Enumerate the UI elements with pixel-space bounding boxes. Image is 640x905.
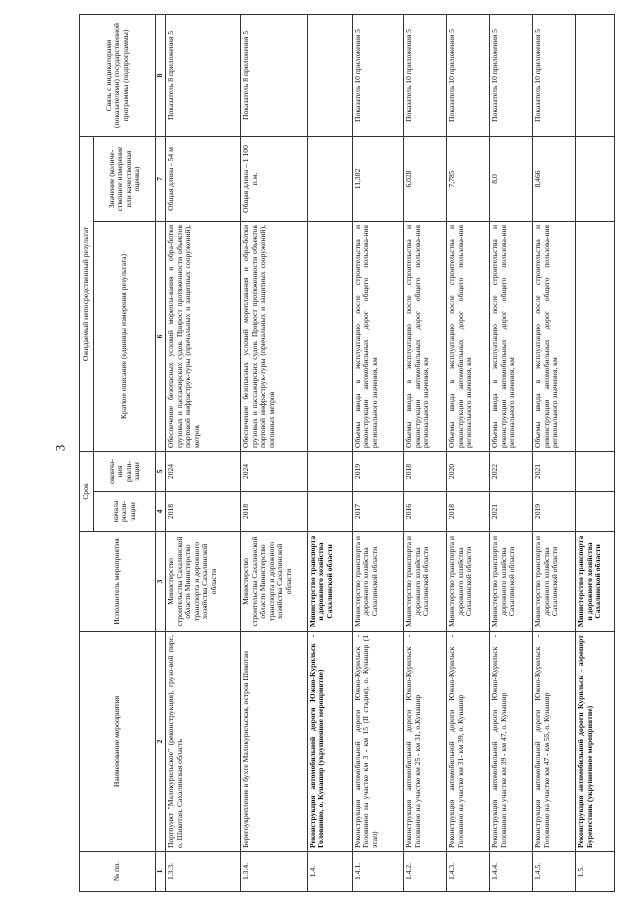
start-year bbox=[576, 492, 615, 532]
table-row bbox=[352, 14, 404, 891]
result-description bbox=[576, 221, 615, 451]
header-link: Связь с индикаторами (показателями) государственной программы (подпрограммы) bbox=[80, 14, 156, 136]
row-number: 1.4.2. bbox=[404, 852, 447, 892]
end-year: 2019 bbox=[352, 451, 404, 491]
result-value bbox=[307, 136, 352, 221]
header-term-end: оконча-ния реали-зации bbox=[94, 451, 156, 491]
row-number: 1.3.4. bbox=[241, 852, 308, 892]
row-number: 1.4.5. bbox=[533, 852, 576, 892]
start-year: 2021 bbox=[490, 492, 533, 532]
executor: Министерство строительства Сахалинской области Министерство транспорта и дорожного хозяйства Сахалинской области bbox=[166, 532, 241, 632]
row-number: 1.5. bbox=[576, 852, 615, 892]
activity-name: Реконструкция автомобильной дороги Южно-Курильск - Головнино на участке км 39 - км 47, о. Кунашир bbox=[490, 632, 533, 852]
row-number: 1.4.1. bbox=[352, 852, 404, 892]
indicator-link: Показатель 8 приложения 5 bbox=[166, 14, 241, 136]
result-value: 11,382 bbox=[352, 136, 404, 221]
table-row bbox=[307, 14, 352, 891]
row-number: 1.4.3. bbox=[447, 852, 490, 892]
result-value: 8,0 bbox=[490, 136, 533, 221]
column-number: 4 bbox=[156, 492, 166, 532]
result-value bbox=[576, 136, 615, 221]
executor: Министерство транспорта и дорожного хозяйства Сахалинской области bbox=[533, 532, 576, 632]
activity-name: Реконструкция автомобильной дороги Южно-Курильск - Головнино, о. Кунашир (укрупненное мероприятие) bbox=[307, 632, 352, 852]
row-number: 1.3.3. bbox=[166, 852, 241, 892]
start-year bbox=[307, 492, 352, 532]
indicator-link: Показатель 10 приложения 5 bbox=[447, 14, 490, 136]
activity-name: Берегоукрепление в бухте Малокурильская, остров Шикотан bbox=[241, 632, 308, 852]
column-number: 1 bbox=[156, 852, 166, 892]
end-year: 2024 bbox=[241, 451, 308, 491]
indicator-link bbox=[576, 14, 615, 136]
indicator-link bbox=[307, 14, 352, 136]
executor: Министерство транспорта и дорожного хозяйства Сахалинской области bbox=[352, 532, 404, 632]
indicator-link: Показатель 8 приложения 5 bbox=[241, 14, 308, 136]
result-description: Обеспечение безопасных условий мореплавания и обра-ботки грузовых и пассажирских судов. Прирост протяженности объектов портовой инфраструк-туры (причальных и защитных сооружений), погонных метров bbox=[241, 221, 308, 451]
activity-name: Реконструкция автомобильной дороги Курильск - аэропорт Буревестник (укрупненное мероприятие) bbox=[576, 632, 615, 852]
column-number: 2 bbox=[156, 632, 166, 852]
table-row bbox=[533, 14, 576, 891]
start-year: 2019 bbox=[533, 492, 576, 532]
end-year bbox=[307, 451, 352, 491]
result-description: Объемы ввода в эксплуатацию после строительства и реконструкции автомобильных дорог общего пользова-ния регионального значения, км bbox=[490, 221, 533, 451]
executor: Министерство транспорта и дорожного хозяйства Сахалинской области bbox=[404, 532, 447, 632]
start-year: 2016 bbox=[404, 492, 447, 532]
activity-name: Реконструкция автомобильной дороги Южно-Курильск - Головнино на участке км 3 - км 15 (II стадия), о. Кунашир (1 этап) bbox=[352, 632, 404, 852]
page-number: 3 bbox=[52, 444, 68, 452]
column-number: 5 bbox=[156, 451, 166, 491]
executor: Министерство транспорта и дорожного хозяйства Сахалинской области bbox=[490, 532, 533, 632]
indicator-link: Показатель 10 приложения 5 bbox=[404, 14, 447, 136]
header-result-desc: Краткое описание (единицы измерения результата) bbox=[94, 221, 156, 451]
result-value: Общая длина – 1 100 п.м. bbox=[241, 136, 308, 221]
result-value: Общая длина - 54 м bbox=[166, 136, 241, 221]
start-year: 2018 bbox=[241, 492, 308, 532]
column-number: 6 bbox=[156, 221, 166, 451]
table-row bbox=[241, 14, 308, 891]
result-value: 6,028 bbox=[404, 136, 447, 221]
column-number: 3 bbox=[156, 532, 166, 632]
activity-name: Реконструкция автомобильной дороги Южно-Курильск - Головнино на участке км 47 - км 55, о. Кунашир bbox=[533, 632, 576, 852]
header-term-start: начала реали-зации bbox=[94, 492, 156, 532]
header-name: Наименование мероприятия bbox=[80, 632, 156, 852]
end-year: 2022 bbox=[490, 451, 533, 491]
activities-table bbox=[79, 14, 615, 892]
executor: Министерство строительства Сахалинской области Министерство транспорта и дорожного хозяйства Сахалинской области bbox=[241, 532, 308, 632]
end-year: 2018 bbox=[404, 451, 447, 491]
result-description: Объемы ввода в эксплуатацию после строительства и реконструкции автомобильных дорог общего пользова-ния регионального значения, км bbox=[533, 221, 576, 451]
start-year: 2017 bbox=[352, 492, 404, 532]
end-year bbox=[576, 451, 615, 491]
activity-name: Портпункт "Малокурильское" (реконструкция), грузо-вой пирс, о. Шикотан, Сахалинская область bbox=[166, 632, 241, 852]
table-row bbox=[404, 14, 447, 891]
table-row bbox=[166, 14, 241, 891]
result-value: 7,785 bbox=[447, 136, 490, 221]
result-description: Объемы ввода в эксплуатацию после строительства и реконструкции автомобильных дорог общего пользова-ния регионального значения, км bbox=[352, 221, 404, 451]
header-result: Ожидаемый непосредственный результат bbox=[80, 136, 94, 451]
header-num: № пп. bbox=[80, 852, 156, 892]
table-row bbox=[447, 14, 490, 891]
indicator-link: Показатель 10 приложения 5 bbox=[352, 14, 404, 136]
activity-name: Реконструкция автомобильной дороги Южно-Курильск - Головнино на участке км 25 - км 31, о.Кунашир bbox=[404, 632, 447, 852]
header-term: Срок bbox=[80, 451, 94, 531]
result-description: Объемы ввода в эксплуатацию после строительства и реконструкции автомобильных дорог общего пользова-ния регионального значения, км bbox=[404, 221, 447, 451]
start-year: 2018 bbox=[447, 492, 490, 532]
indicator-link: Показатель 10 приложения 5 bbox=[490, 14, 533, 136]
table-body bbox=[156, 14, 615, 891]
header-executor: Исполнитель мероприятия bbox=[80, 532, 156, 632]
table-row bbox=[576, 14, 615, 891]
end-year: 2020 bbox=[447, 451, 490, 491]
row-number: 1.4.4. bbox=[490, 852, 533, 892]
result-value: 8,466 bbox=[533, 136, 576, 221]
end-year: 2024 bbox=[166, 451, 241, 491]
column-number: 7 bbox=[156, 136, 166, 221]
rotated-table-container bbox=[79, 15, 615, 892]
result-description bbox=[307, 221, 352, 451]
start-year: 2018 bbox=[166, 492, 241, 532]
indicator-link: Показатель 10 приложения 5 bbox=[533, 14, 576, 136]
executor: Министерство транспорта и дорожного хозяйства Сахалинской области bbox=[576, 532, 615, 632]
result-description: Объемы ввода в эксплуатацию после строительства и реконструкции автомобильных дорог общего пользова-ния регионального значения, км bbox=[447, 221, 490, 451]
table-row bbox=[490, 14, 533, 891]
end-year: 2021 bbox=[533, 451, 576, 491]
column-number: 8 bbox=[156, 14, 166, 136]
column-number-row bbox=[156, 14, 166, 891]
executor: Министерство транспорта и дорожного хозяйства Сахалинской области bbox=[447, 532, 490, 632]
executor: Министерство транспорта и дорожного хозяйства Сахалинской области bbox=[307, 532, 352, 632]
header-result-value: Значение (количе-ственное измерение или качественная оценка) bbox=[94, 136, 156, 221]
activity-name: Реконструкция автомобильной дороги Южно-Курильск - Головнино на участке км 31- км 39, о. Кунашир bbox=[447, 632, 490, 852]
row-number: 1.4. bbox=[307, 852, 352, 892]
result-description: Обеспечение безопасных условий морепла-вания и обра-ботки грузовых и пассажирских судов. Прирост протяженности объектов портовой инфраструк-туры (причальных и защитных сооружений), метров bbox=[166, 221, 241, 451]
